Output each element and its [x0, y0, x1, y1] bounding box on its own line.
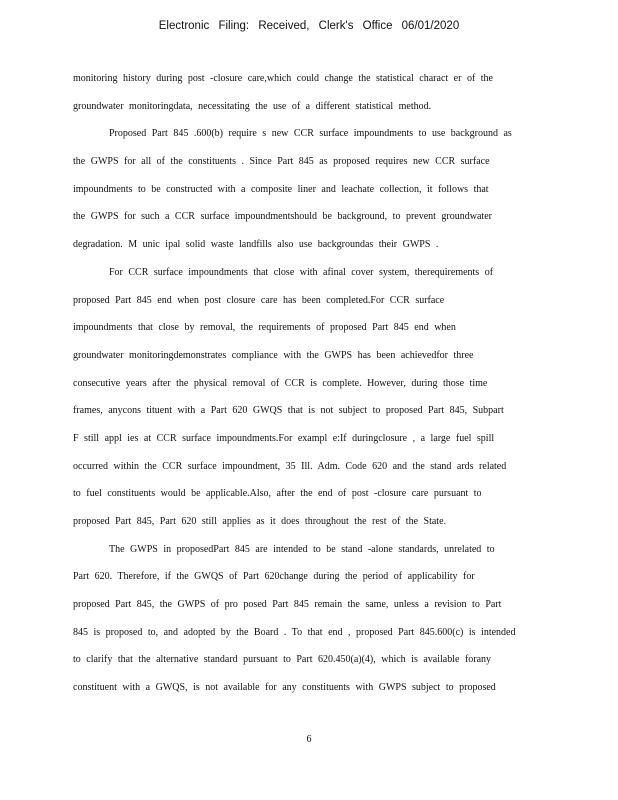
text-line: groundwater monitoringdata, necessitating the use of a different statistical method. — [73, 100, 432, 112]
page-number: 6 — [306, 734, 312, 745]
text-line: proposed Part 845, the GWPS of pro posed Part 845 remain the same, unless a revision to Part — [73, 599, 502, 611]
text-line: occurred within the CCR surface impoundment, 35 Ill. Adm. Code 620 and the stand ards related — [73, 460, 507, 472]
text-line: consecutive years after the physical removal of CCR is complete. However, during those time — [73, 377, 488, 389]
document-body — [73, 72, 533, 709]
text-line: the GWPS for such a CCR surface impoundmentshould be background, to prevent groundwater — [73, 211, 492, 223]
paragraph-start-line: For CCR surface impoundments that close with afinal cover system, therequirements of — [109, 266, 494, 278]
text-line: monitoring history during post -closure care,which could change the statistical charact er of the — [73, 73, 493, 84]
text-line: proposed Part 845, Part 620 still applies as it does throughout the rest of the State. — [73, 516, 447, 527]
text-line: constituent with a GWQS, is not available for any constituents with GWPS subject to proposed — [73, 682, 496, 694]
text-line: degradation. M unic ipal solid waste landfills also use backgroundas their GWPS . — [73, 239, 439, 251]
paragraph-start-line: Proposed Part 845 .600(b) require s new CCR surface impoundments to use background as — [109, 128, 512, 140]
text-line: to clarify that the alternative standard pursuant to Part 620.450(a)(4), which is available forany — [73, 654, 492, 666]
text-line: frames, anycons tituent with a Part 620 GWQS that is not subject to proposed Part 845, Subpart — [73, 405, 504, 417]
text-line: impoundments to be constructed with a composite liner and leachate collection, it follows that — [73, 183, 489, 195]
text-line: the GWPS for all of the constituents . Since Part 845 as proposed requires new CCR surface — [73, 156, 490, 168]
text-line: 845 is proposed to, and adopted by the Board . To that end , proposed Part 845.600(c) is intended — [73, 626, 516, 638]
filing-header: Electronic Filing: Received, Clerk's Office 06/01/2020 — [158, 20, 460, 32]
text-line: F still appl ies at CCR surface impoundments.For exampl e:If duringclosure , a large fuel spill — [73, 432, 495, 444]
text-line: to fuel constituents would be applicable.Also, after the end of post -closure care pursuant to — [73, 488, 482, 500]
text-line: impoundments that close by removal, the requirements of proposed Part 845 end when — [73, 322, 456, 334]
text-line: Part 620. Therefore, if the GWQS of Part 620change during the period of applicability for — [73, 571, 475, 583]
paragraph-start-line: The GWPS in proposedPart 845 are intended to be stand -alone standards, unrelated to — [109, 543, 495, 555]
text-line: proposed Part 845 end when post closure care has been completed.For CCR surface — [73, 294, 445, 306]
text-line: groundwater monitoringdemonstrates compliance with the GWPS has been achievedfor three — [73, 349, 474, 361]
